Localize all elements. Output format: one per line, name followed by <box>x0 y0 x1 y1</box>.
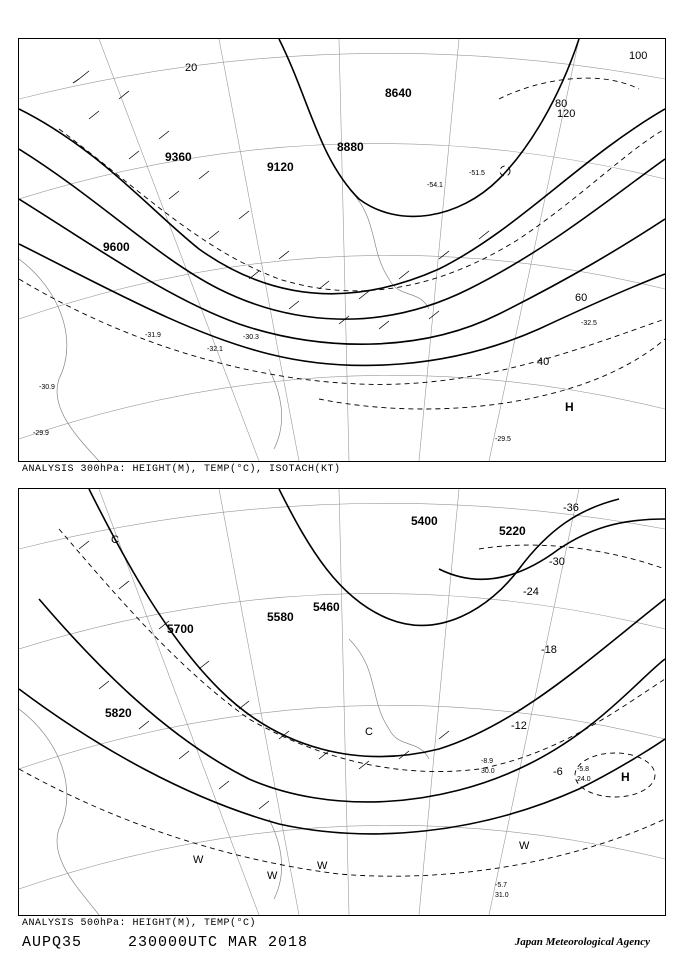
coastline <box>19 189 429 461</box>
isotherm-label--12: -12 <box>511 720 527 732</box>
caption-300hpa: ANALYSIS 300hPa: HEIGHT(M), TEMP(°C), ISOTACH(KT) <box>22 464 341 475</box>
warm-marker: W <box>193 854 204 866</box>
warm-marker: W <box>519 840 530 852</box>
temp-label: -29.5 <box>495 436 511 443</box>
height-label-9120: 9120 <box>267 160 294 174</box>
isotherm-label--36: -36 <box>563 502 579 514</box>
isotach-label-40: 40 <box>537 356 550 368</box>
isotach-label-20: 20 <box>185 62 198 74</box>
cold-marker: C <box>111 534 119 546</box>
chart-id: AUPQ35 <box>22 934 83 951</box>
high-pressure-center: H <box>565 400 574 414</box>
station-label: -5.7 <box>495 882 508 889</box>
temp-label: -54.1 <box>427 182 443 189</box>
chart-datetime: 230000UTC MAR 2018 <box>128 934 309 951</box>
height-contours <box>19 39 665 365</box>
temp-label: -30.9 <box>39 384 55 391</box>
height-label-8640: 8640 <box>385 86 412 100</box>
station-label: -8.9 <box>481 758 494 765</box>
cold-marker: C <box>365 726 373 738</box>
temp-label: -30.3 <box>243 334 259 341</box>
height-label-5400: 5400 <box>411 514 438 528</box>
isotherm-label--24: -24 <box>523 586 539 598</box>
isotach-label-60: 60 <box>575 292 588 304</box>
agency-name: Japan Meteorological Agency <box>514 936 650 948</box>
graticule <box>19 489 665 915</box>
warm-marker: W <box>317 860 328 872</box>
isotherms <box>19 529 665 876</box>
height-label-5820: 5820 <box>105 706 132 720</box>
isotherm-label--6: -6 <box>553 766 563 778</box>
station-label: 31.0 <box>495 892 509 899</box>
isotherm-label--18: -18 <box>541 644 557 656</box>
height-label-5460: 5460 <box>313 600 340 614</box>
height-label-5220: 5220 <box>499 524 526 538</box>
height-label-5580: 5580 <box>267 610 294 624</box>
temp-label: -31.9 <box>145 332 161 339</box>
station-label: 24.0 <box>577 776 591 783</box>
height-label-8880: 8880 <box>337 140 364 154</box>
warm-marker: W <box>267 870 278 882</box>
map-500hpa <box>18 488 666 916</box>
high-pressure-center: H <box>621 770 630 784</box>
height-label-5700: 5700 <box>167 622 194 636</box>
coastline <box>19 639 429 915</box>
map-300hpa-canvas <box>19 39 665 461</box>
isotach-label-80: 80 <box>555 98 568 110</box>
temp-label: -29.9 <box>33 430 49 437</box>
station-label: 30.0 <box>481 768 495 775</box>
caption-500hpa: ANALYSIS 500hPa: HEIGHT(M), TEMP(°C) <box>22 918 257 929</box>
height-label-9360: 9360 <box>165 150 192 164</box>
temp-label: -51.5 <box>469 170 485 177</box>
map-300hpa <box>18 38 666 462</box>
temp-label: -32.5 <box>581 320 597 327</box>
map-500hpa-canvas <box>19 489 665 915</box>
temp-label: -32.1 <box>207 346 223 353</box>
station-label: -5.8 <box>577 766 590 773</box>
isotach-label-100: 100 <box>629 50 648 62</box>
height-label-9600: 9600 <box>103 240 130 254</box>
isotherm-label--30: -30 <box>549 556 565 568</box>
isotach-label-120: 120 <box>557 108 576 120</box>
wind-barbs <box>73 71 489 329</box>
